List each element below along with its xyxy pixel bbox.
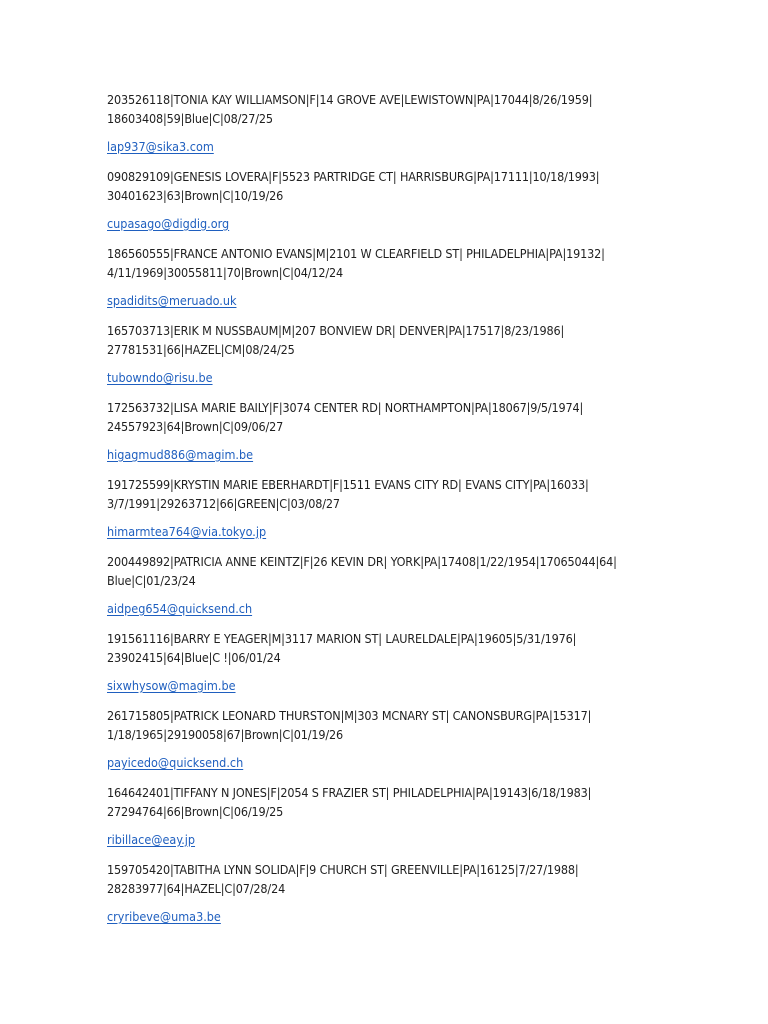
record-entry	[107, 629, 667, 706]
record-line-2: 28283977|64|HAZEL|C|07/28/24	[107, 881, 286, 896]
record-line-1: 191561116|BARRY E YEAGER|M|3117 MARION ST| LAURELDALE|PA|19605|5/31/1976|	[107, 631, 577, 646]
email-link[interactable]: tubowndo@risu.be	[107, 370, 213, 385]
record-line-1: 164642401|TIFFANY N JONES|F|2054 S FRAZIER ST| PHILADELPHIA|PA|19143|6/18/1983|	[107, 785, 592, 800]
record-line-1: 186560555|FRANCE ANTONIO EVANS|M|2101 W CLEARFIELD ST| PHILADELPHIA|PA|19132|	[107, 246, 605, 261]
email-link[interactable]: spadidits@meruado.uk	[107, 293, 237, 308]
email-link[interactable]: lap937@sika3.com	[107, 139, 214, 154]
record-line-1: 090829109|GENESIS LOVERA|F|5523 PARTRIDGE CT| HARRISBURG|PA|17111|10/18/1993|	[107, 169, 600, 184]
email-link[interactable]: cupasago@digdig.org	[107, 216, 230, 231]
email-link[interactable]: payicedo@quicksend.ch	[107, 755, 244, 770]
email-link[interactable]: cryribeve@uma3.be	[107, 909, 221, 924]
record-line-1: 191725599|KRYSTIN MARIE EBERHARDT|F|1511 EVANS CITY RD| EVANS CITY|PA|16033|	[107, 477, 589, 492]
record-entry	[107, 167, 667, 244]
record-entry	[107, 860, 667, 937]
record-line-2: 23902415|64|Blue|C !|06/01/24	[107, 650, 281, 665]
record-line-2: 27294764|66|Brown|C|06/19/25	[107, 804, 284, 819]
email-link[interactable]: aidpeg654@quicksend.ch	[107, 601, 253, 616]
record-line-1: 165703713|ERIK M NUSSBAUM|M|207 BONVIEW DR| DENVER|PA|17517|8/23/1986|	[107, 323, 565, 338]
record-entry	[107, 90, 667, 167]
record-line-2: 30401623|63|Brown|C|10/19/26	[107, 188, 284, 203]
email-link[interactable]: sixwhysow@magim.be	[107, 678, 236, 693]
document-page	[107, 90, 667, 937]
record-entry	[107, 398, 667, 475]
record-entry	[107, 321, 667, 398]
record-entry	[107, 706, 667, 783]
record-entry	[107, 552, 667, 629]
record-line-1: 200449892|PATRICIA ANNE KEINTZ|F|26 KEVIN DR| YORK|PA|17408|1/22/1954|17065044|64|	[107, 554, 617, 569]
record-line-1: 261715805|PATRICK LEONARD THURSTON|M|303 MCNARY ST| CANONSBURG|PA|15317|	[107, 708, 592, 723]
record-entry	[107, 244, 667, 321]
record-line-2: 27781531|66|HAZEL|CM|08/24/25	[107, 342, 295, 357]
email-link[interactable]: himarmtea764@via.tokyo.jp	[107, 524, 267, 539]
record-line-2: Blue|C|01/23/24	[107, 573, 196, 588]
record-line-2: 18603408|59|Blue|C|08/27/25	[107, 111, 273, 126]
record-line-2: 4/11/1969|30055811|70|Brown|C|04/12/24	[107, 265, 344, 280]
record-line-1: 159705420|TABITHA LYNN SOLIDA|F|9 CHURCH ST| GREENVILLE|PA|16125|7/27/1988|	[107, 862, 579, 877]
record-line-2: 24557923|64|Brown|C|09/06/27	[107, 419, 284, 434]
record-entry	[107, 475, 667, 552]
record-line-2: 1/18/1965|29190058|67|Brown|C|01/19/26	[107, 727, 344, 742]
email-link[interactable]: higagmud886@magim.be	[107, 447, 254, 462]
record-entry	[107, 783, 667, 860]
record-line-2: 3/7/1991|29263712|66|GREEN|C|03/08/27	[107, 496, 340, 511]
record-line-1: 172563732|LISA MARIE BAILY|F|3074 CENTER RD| NORTHAMPTON|PA|18067|9/5/1974|	[107, 400, 584, 415]
email-link[interactable]: ribillace@eay.jp	[107, 832, 196, 847]
record-line-1: 203526118|TONIA KAY WILLIAMSON|F|14 GROVE AVE|LEWISTOWN|PA|17044|8/26/1959|	[107, 92, 593, 107]
